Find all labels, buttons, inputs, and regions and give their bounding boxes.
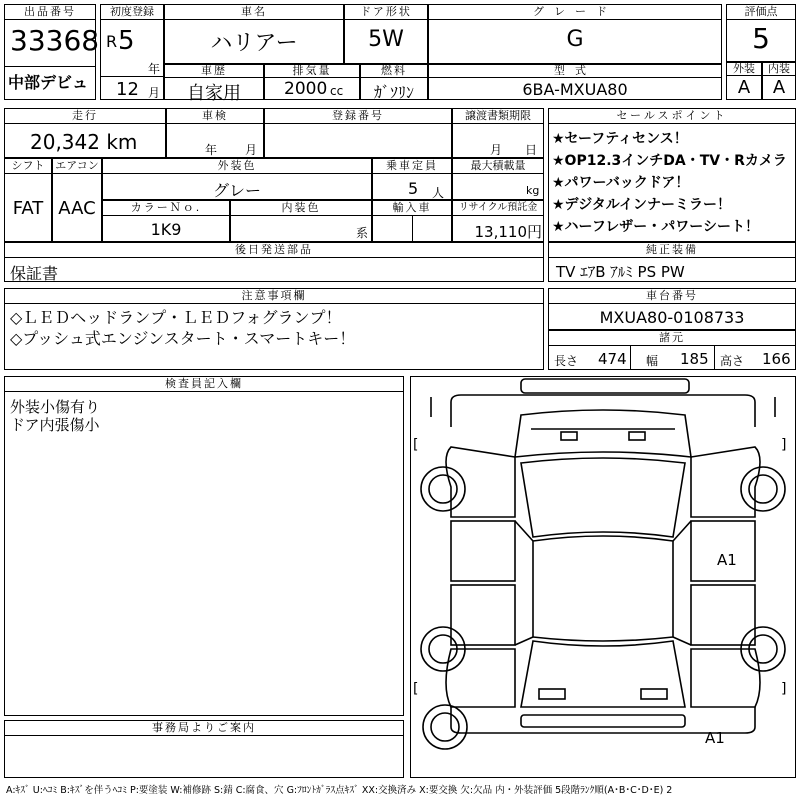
inspection-label: 車検 — [166, 108, 264, 124]
score-label: 評価点 — [726, 4, 796, 20]
car-name: ハリアー — [210, 31, 298, 56]
damage-mark: A1 — [717, 551, 737, 569]
history: 自家用 — [187, 83, 241, 104]
inspection-month-unit: 月 — [245, 143, 258, 157]
inspection-year-unit: 年 — [205, 143, 218, 157]
sales-point: ★パワーバックドア！ — [552, 175, 690, 191]
model-code: 6BA-MXUA80 — [522, 80, 628, 99]
length: 474 — [598, 350, 627, 368]
mileage: 20,342 km — [30, 130, 138, 154]
exterior-color: グレー — [212, 181, 261, 200]
sales-points-label: セールスポイント — [548, 108, 796, 124]
bracket-left: [ — [413, 681, 419, 697]
cc-unit: cc — [330, 84, 344, 98]
ext-grade: A — [737, 77, 751, 98]
lot-number: 33368 — [10, 24, 100, 57]
sales-point: ★セーフティセンス！ — [552, 131, 688, 147]
month-unit: 月 — [148, 86, 161, 100]
divider — [630, 346, 631, 370]
recycle-label: リサイクル預託金 — [452, 200, 544, 216]
recycle-fee: 13,110円 — [474, 223, 542, 241]
capacity: 5 — [408, 179, 419, 198]
sales-point: ★OP12.3インチDA・TV・Rカメラ — [552, 153, 787, 169]
sales-point: ★デジタルインナーミラー！ — [552, 197, 732, 213]
office-label: 事務局よりご案内 — [4, 720, 404, 736]
history-label: 車歴 — [164, 64, 264, 78]
venue-name: 中部デビュ — [8, 73, 89, 92]
damage-mark: A1 — [705, 729, 725, 747]
inspector-label: 検査員記入欄 — [4, 376, 404, 392]
import-label: 輸入車 — [372, 200, 452, 216]
registration-number-label: 登録番号 — [264, 108, 452, 124]
displacement-label: 排気量 — [264, 64, 360, 78]
inspector-note: 外装小傷有り — [10, 398, 101, 416]
lot-number-label: 出品番号 — [4, 4, 96, 20]
damage-diagram — [410, 376, 796, 778]
interior-color-label: 内装色 — [230, 200, 372, 216]
load-unit: kg — [526, 184, 540, 197]
mileage-label: 走行 — [4, 108, 166, 124]
inspector-note: ドア内張傷小 — [10, 416, 100, 434]
fuel: ｶﾞｿﾘﾝ — [373, 83, 414, 102]
length-label: 長さ — [554, 354, 579, 368]
shift: FAT — [12, 198, 44, 219]
bracket-right: ] — [781, 437, 787, 453]
parts: 保証書 — [10, 264, 59, 283]
width-label: 幅 — [646, 354, 659, 368]
aircon: AAC — [58, 198, 96, 219]
shift-label: シフト — [4, 158, 52, 174]
spec-label: 諸元 — [548, 330, 796, 346]
int-grade: A — [772, 77, 786, 98]
transfer-month-unit: 月 — [490, 143, 503, 157]
car-name-label: 車名 — [164, 4, 344, 20]
era: R — [106, 32, 118, 51]
bracket-right: ] — [781, 681, 787, 697]
overall-score: 5 — [752, 22, 770, 55]
divider — [4, 66, 96, 67]
transfer-day-unit: 日 — [525, 143, 538, 157]
ext-grade-label: 外装 — [726, 62, 762, 76]
fuel-label: 燃料 — [360, 64, 428, 78]
height: 166 — [762, 350, 791, 368]
exterior-color-label: 外装色 — [102, 158, 372, 174]
equipment: TV ｴｱB ｱﾙﾐ PS PW — [556, 263, 685, 281]
capacity-unit: 人 — [432, 186, 445, 200]
note-item: ◇ＬＥＤヘッドランプ・ＬＥＤフォグランプ！ — [10, 308, 342, 327]
int-grade-label: 内装 — [762, 62, 796, 76]
notes-label: 注意事項欄 — [4, 288, 544, 304]
width: 185 — [680, 350, 709, 368]
color-number-label: カラーＮｏ. — [102, 200, 230, 216]
chassis-number: MXUA80-0108733 — [599, 308, 745, 327]
grade: G — [566, 27, 584, 52]
reg-month: 12 — [116, 79, 139, 100]
parts-label: 後日発送部品 — [4, 242, 544, 258]
model-label: 型式 — [428, 64, 722, 78]
equipment-label: 純正装備 — [548, 242, 796, 258]
divider — [412, 216, 413, 242]
interior-color-unit: 系 — [356, 226, 369, 240]
bracket-left: [ — [413, 437, 419, 453]
year-unit: 年 — [148, 62, 161, 76]
door-label: ドア形状 — [344, 4, 428, 20]
capacity-label: 乗車定員 — [372, 158, 452, 174]
car-outline — [411, 377, 795, 777]
chassis-label: 車台番号 — [548, 288, 796, 304]
divider — [714, 346, 715, 370]
max-load-label: 最大積載量 — [452, 158, 544, 174]
sales-point: ★ハーフレザー・パワーシート！ — [552, 219, 760, 235]
door-type: 5W — [368, 27, 404, 52]
displacement: 2000 — [284, 79, 328, 99]
transfer-deadline-label: 譲渡書類期限 — [452, 108, 544, 124]
first-registration-label: 初度登録 — [100, 4, 164, 20]
grade-label: グレード — [428, 4, 722, 20]
aircon-label: エアコン — [52, 158, 102, 174]
color-number: 1K9 — [150, 220, 182, 239]
note-item: ◇プッシュ式エンジンスタート・スマートキー！ — [10, 329, 356, 348]
legend: A:ｷｽﾞ U:ﾍｺﾐ B:ｷｽﾞを伴うﾍｺﾐ P:要塗装 W:補修跡 S:錆 C:腐食、穴 G:ﾌﾛﾝﾄｶﾞﾗｽ点ｷｽﾞ XX:交換済み X:要交換 欠:欠品 内・外装評価 5段階ﾗﾝｸ順(A･B･C･D･E) 2 — [6, 785, 673, 796]
reg-year: 5 — [118, 26, 135, 56]
height-label: 高さ — [720, 354, 745, 368]
divider — [100, 76, 164, 77]
